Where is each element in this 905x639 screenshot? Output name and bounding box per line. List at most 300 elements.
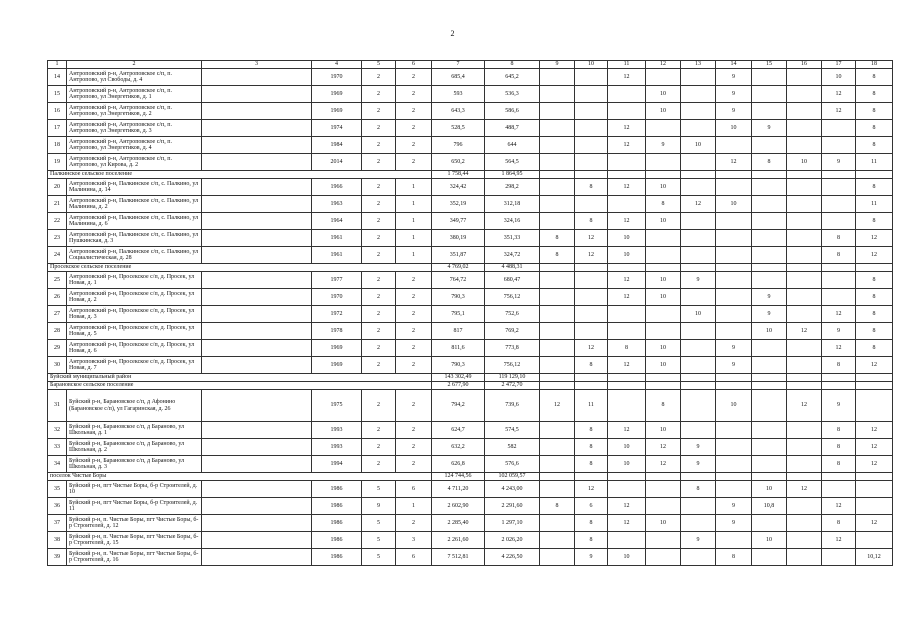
empty-cell — [716, 264, 752, 272]
service-year-cell: 8 — [646, 390, 681, 422]
empty-cell — [575, 374, 608, 382]
build-year-cell: 1963 — [312, 196, 362, 213]
service-year-cell — [575, 86, 608, 103]
floors-cell: 2 — [362, 179, 396, 196]
service-year-cell — [787, 272, 822, 289]
service-year-cell: 9 — [681, 272, 716, 289]
entrances-cell: 6 — [396, 549, 432, 566]
service-year-cell: 12 — [608, 179, 646, 196]
column-number-cell: 10 — [575, 61, 608, 69]
service-year-cell: 12 — [856, 230, 893, 247]
service-year-cell — [752, 213, 787, 230]
table-row — [48, 86, 893, 103]
col3-cell — [202, 481, 312, 498]
service-year-cell — [608, 306, 646, 323]
living-area-cell: 351,33 — [485, 230, 540, 247]
col3-cell — [202, 103, 312, 120]
table-row — [48, 515, 893, 532]
empty-cell — [575, 264, 608, 272]
row-index-cell: 37 — [48, 515, 67, 532]
row-index-cell: 31 — [48, 390, 67, 422]
living-area-cell: 298,2 — [485, 179, 540, 196]
table-row — [48, 306, 893, 323]
address-cell: Антроповский р-н, Антроповское с/п, п. Антропово, ул Свободы, д. 4 — [67, 69, 202, 86]
address-cell: Антроповский р-н, Палкинское с/п, с. Палкино, ул Малинина, д. 2 — [67, 196, 202, 213]
service-year-cell: 8 — [856, 213, 893, 230]
col3-cell — [202, 532, 312, 549]
col3-cell — [202, 515, 312, 532]
service-year-cell: 12 — [681, 196, 716, 213]
table-row — [48, 340, 893, 357]
empty-cell — [856, 374, 893, 382]
address-cell: Буйский р-н, пгт Чистые Боры, б-р Строителей, д. 11 — [67, 498, 202, 515]
service-year-cell — [540, 213, 575, 230]
service-year-cell — [540, 549, 575, 566]
service-year-cell — [608, 532, 646, 549]
service-year-cell — [787, 357, 822, 374]
empty-cell — [822, 473, 856, 481]
address-cell: Буйский р-н, п. Чистые Боры, пгт Чистые Боры, б-р Строителей, д. 15 — [67, 532, 202, 549]
table-row — [48, 247, 893, 264]
service-year-cell: 8 — [856, 86, 893, 103]
living-area-cell: 324,72 — [485, 247, 540, 264]
service-year-cell — [646, 323, 681, 340]
row-index-cell: 27 — [48, 306, 67, 323]
service-year-cell — [540, 439, 575, 456]
table-row — [48, 439, 893, 456]
service-year-cell — [787, 86, 822, 103]
service-year-cell — [681, 515, 716, 532]
service-year-cell — [681, 247, 716, 264]
service-year-cell — [681, 289, 716, 306]
address-cell: Буйский р-н, Барановское с/п, д Бараново, ул Школьная, д. 3 — [67, 456, 202, 473]
empty-cell — [822, 382, 856, 390]
total-area-cell: 794,2 — [432, 390, 485, 422]
entrances-cell: 2 — [396, 272, 432, 289]
service-year-cell — [822, 137, 856, 154]
service-year-cell — [575, 323, 608, 340]
entrances-cell: 2 — [396, 456, 432, 473]
service-year-cell — [822, 120, 856, 137]
living-area-cell: 312,18 — [485, 196, 540, 213]
col3-cell — [202, 357, 312, 374]
total-area-cell: 790,3 — [432, 289, 485, 306]
empty-cell — [540, 171, 575, 179]
service-year-cell: 12 — [856, 439, 893, 456]
service-year-cell — [787, 179, 822, 196]
col3-cell — [202, 247, 312, 264]
column-number-cell: 8 — [485, 61, 540, 69]
empty-cell — [716, 473, 752, 481]
service-year-cell: 10,12 — [856, 549, 893, 566]
service-year-cell — [787, 120, 822, 137]
service-year-cell: 12 — [608, 137, 646, 154]
service-year-cell: 12 — [575, 340, 608, 357]
empty-cell — [681, 171, 716, 179]
column-number-cell: 12 — [646, 61, 681, 69]
group-subtotal-row — [48, 473, 893, 481]
col3-cell — [202, 456, 312, 473]
living-area-cell: 586,6 — [485, 103, 540, 120]
service-year-cell: 12 — [822, 340, 856, 357]
entrances-cell: 1 — [396, 247, 432, 264]
living-area-cell: 2 026,20 — [485, 532, 540, 549]
service-year-cell: 8 — [822, 230, 856, 247]
entrances-cell: 1 — [396, 213, 432, 230]
service-year-cell — [540, 340, 575, 357]
total-area-cell: 2 285,40 — [432, 515, 485, 532]
empty-cell — [716, 171, 752, 179]
service-year-cell: 12 — [856, 515, 893, 532]
col3-cell — [202, 390, 312, 422]
floors-cell: 2 — [362, 230, 396, 247]
service-year-cell — [787, 439, 822, 456]
service-year-cell: 10 — [608, 247, 646, 264]
address-cell: Антроповский р-н, Просекское с/п, д. Просек, ул Новая, д. 3 — [67, 306, 202, 323]
service-year-cell: 10 — [608, 549, 646, 566]
group-name-cell: Барановское сельское поселение — [48, 382, 432, 390]
floors-cell: 9 — [362, 498, 396, 515]
service-year-cell — [646, 532, 681, 549]
service-year-cell — [822, 213, 856, 230]
floors-cell: 2 — [362, 422, 396, 439]
service-year-cell — [856, 532, 893, 549]
service-year-cell: 10 — [716, 390, 752, 422]
service-year-cell: 9 — [822, 390, 856, 422]
entrances-cell: 2 — [396, 323, 432, 340]
service-year-cell: 10 — [681, 137, 716, 154]
living-area-cell: 574,5 — [485, 422, 540, 439]
service-year-cell — [752, 69, 787, 86]
group-total-area: 124 744,56 — [432, 473, 485, 481]
entrances-cell: 2 — [396, 390, 432, 422]
service-year-cell: 9 — [822, 154, 856, 171]
build-year-cell: 1986 — [312, 549, 362, 566]
empty-cell — [752, 374, 787, 382]
total-area-cell: 4 711,20 — [432, 481, 485, 498]
group-total-area: 2 677,90 — [432, 382, 485, 390]
address-cell: Буйский р-н, Барановское с/п, д Афонино (Барановское с/п), ул Гагаринская, д. 26 — [67, 390, 202, 422]
service-year-cell: 12 — [608, 289, 646, 306]
service-year-cell — [752, 357, 787, 374]
table-row — [48, 549, 893, 566]
floors-cell: 5 — [362, 532, 396, 549]
empty-cell — [540, 473, 575, 481]
service-year-cell — [787, 230, 822, 247]
service-year-cell: 10 — [752, 323, 787, 340]
build-year-cell: 1970 — [312, 289, 362, 306]
service-year-cell — [822, 549, 856, 566]
build-year-cell: 1970 — [312, 69, 362, 86]
service-year-cell — [575, 154, 608, 171]
floors-cell: 2 — [362, 196, 396, 213]
service-year-cell: 12 — [575, 230, 608, 247]
col3-cell — [202, 179, 312, 196]
service-year-cell — [681, 103, 716, 120]
address-cell: Антроповский р-н, Палкинское с/п, с. Палкино, ул Малинина, д. 6 — [67, 213, 202, 230]
total-area-cell: 2 602,90 — [432, 498, 485, 515]
service-year-cell: 10 — [608, 230, 646, 247]
service-year-cell — [540, 69, 575, 86]
service-year-cell — [608, 103, 646, 120]
service-year-cell: 8 — [575, 213, 608, 230]
empty-cell — [608, 171, 646, 179]
row-index-cell: 32 — [48, 422, 67, 439]
entrances-cell: 1 — [396, 230, 432, 247]
empty-cell — [752, 382, 787, 390]
empty-cell — [646, 264, 681, 272]
living-area-cell: 324,16 — [485, 213, 540, 230]
service-year-cell: 8 — [716, 549, 752, 566]
row-index-cell: 39 — [48, 549, 67, 566]
service-year-cell: 9 — [716, 103, 752, 120]
service-year-cell: 10 — [646, 272, 681, 289]
service-year-cell — [646, 247, 681, 264]
service-year-cell: 12 — [646, 456, 681, 473]
entrances-cell: 2 — [396, 340, 432, 357]
service-year-cell: 8 — [856, 340, 893, 357]
build-year-cell: 1974 — [312, 120, 362, 137]
service-year-cell — [787, 213, 822, 230]
column-number-cell: 18 — [856, 61, 893, 69]
service-year-cell: 8 — [856, 137, 893, 154]
build-year-cell: 1977 — [312, 272, 362, 289]
address-cell: Антроповский р-н, Антроповское с/п, п. Антропово, ул Энергетиков, д. 1 — [67, 86, 202, 103]
service-year-cell — [575, 272, 608, 289]
service-year-cell — [787, 340, 822, 357]
entrances-cell: 1 — [396, 179, 432, 196]
service-year-cell — [540, 103, 575, 120]
service-year-cell: 11 — [856, 154, 893, 171]
total-area-cell: 632,2 — [432, 439, 485, 456]
service-year-cell — [716, 179, 752, 196]
address-cell: Антроповский р-н, Антроповское с/п, п. Антропово, ул Кирова, д. 2 — [67, 154, 202, 171]
service-year-cell: 8 — [856, 323, 893, 340]
table-row — [48, 422, 893, 439]
housing-register-table — [47, 60, 893, 566]
empty-cell — [646, 374, 681, 382]
build-year-cell: 1972 — [312, 306, 362, 323]
floors-cell: 2 — [362, 289, 396, 306]
service-year-cell: 10 — [646, 103, 681, 120]
empty-cell — [752, 473, 787, 481]
group-subtotal-row — [48, 382, 893, 390]
service-year-cell: 8 — [856, 69, 893, 86]
service-year-cell: 10 — [646, 422, 681, 439]
service-year-cell: 12 — [822, 86, 856, 103]
service-year-cell: 10 — [822, 69, 856, 86]
row-index-cell: 34 — [48, 456, 67, 473]
empty-cell — [787, 374, 822, 382]
service-year-cell: 12 — [822, 498, 856, 515]
empty-cell — [822, 264, 856, 272]
service-year-cell — [575, 289, 608, 306]
empty-cell — [822, 374, 856, 382]
entrances-cell: 2 — [396, 120, 432, 137]
service-year-cell: 10 — [646, 340, 681, 357]
service-year-cell — [608, 86, 646, 103]
service-year-cell — [752, 86, 787, 103]
row-index-cell: 24 — [48, 247, 67, 264]
service-year-cell — [822, 179, 856, 196]
table-row — [48, 120, 893, 137]
table-row — [48, 103, 893, 120]
service-year-cell: 9 — [716, 69, 752, 86]
table-row — [48, 498, 893, 515]
service-year-cell — [540, 137, 575, 154]
service-year-cell — [540, 532, 575, 549]
service-year-cell — [575, 196, 608, 213]
address-cell: Буйский р-н, Барановское с/п, д Бараново, ул Школьная, д. 1 — [67, 422, 202, 439]
service-year-cell: 12 — [716, 154, 752, 171]
empty-cell — [575, 382, 608, 390]
page-number: 2 — [450, 29, 455, 38]
group-living-area: 4 488,31 — [485, 264, 540, 272]
service-year-cell: 11 — [575, 390, 608, 422]
col3-cell — [202, 196, 312, 213]
address-cell: Антроповский р-н, Антроповское с/п, п. Антропово, ул Энергетиков, д. 3 — [67, 120, 202, 137]
total-area-cell: 352,19 — [432, 196, 485, 213]
col3-cell — [202, 498, 312, 515]
total-area-cell: 324,42 — [432, 179, 485, 196]
total-area-cell: 796 — [432, 137, 485, 154]
empty-cell — [646, 382, 681, 390]
service-year-cell: 8 — [540, 247, 575, 264]
service-year-cell: 12 — [608, 272, 646, 289]
service-year-cell — [752, 103, 787, 120]
table-row — [48, 179, 893, 196]
entrances-cell: 1 — [396, 498, 432, 515]
service-year-cell — [752, 196, 787, 213]
living-area-cell: 582 — [485, 439, 540, 456]
service-year-cell — [540, 272, 575, 289]
service-year-cell — [752, 422, 787, 439]
col3-cell — [202, 230, 312, 247]
service-year-cell: 8 — [822, 456, 856, 473]
table-row — [48, 137, 893, 154]
floors-cell: 5 — [362, 549, 396, 566]
service-year-cell — [752, 549, 787, 566]
total-area-cell: 351,87 — [432, 247, 485, 264]
service-year-cell: 8 — [856, 120, 893, 137]
total-area-cell: 593 — [432, 86, 485, 103]
service-year-cell: 9 — [716, 86, 752, 103]
service-year-cell — [856, 390, 893, 422]
empty-cell — [752, 264, 787, 272]
service-year-cell: 9 — [822, 323, 856, 340]
service-year-cell — [716, 422, 752, 439]
living-area-cell: 752,6 — [485, 306, 540, 323]
service-year-cell — [822, 289, 856, 306]
group-name-cell: поселок Чистые Боры — [48, 473, 432, 481]
empty-cell — [608, 473, 646, 481]
service-year-cell: 10 — [608, 456, 646, 473]
service-year-cell: 12 — [787, 481, 822, 498]
column-number-cell: 5 — [362, 61, 396, 69]
service-year-cell: 9 — [716, 357, 752, 374]
service-year-cell: 12 — [575, 247, 608, 264]
service-year-cell: 8 — [856, 103, 893, 120]
address-cell: Антроповский р-н, Антроповское с/п, п. Антропово, ул Энергетиков, д. 4 — [67, 137, 202, 154]
floors-cell: 2 — [362, 103, 396, 120]
service-year-cell: 8 — [575, 532, 608, 549]
empty-cell — [856, 171, 893, 179]
total-area-cell: 380,19 — [432, 230, 485, 247]
total-area-cell: 624,7 — [432, 422, 485, 439]
row-index-cell: 16 — [48, 103, 67, 120]
entrances-cell: 2 — [396, 103, 432, 120]
living-area-cell: 1 297,10 — [485, 515, 540, 532]
column-number-cell: 2 — [67, 61, 202, 69]
living-area-cell: 756,12 — [485, 357, 540, 374]
empty-cell — [716, 374, 752, 382]
living-area-cell: 769,2 — [485, 323, 540, 340]
service-year-cell — [608, 390, 646, 422]
total-area-cell: 2 261,60 — [432, 532, 485, 549]
service-year-cell — [787, 306, 822, 323]
entrances-cell: 2 — [396, 137, 432, 154]
total-area-cell: 685,4 — [432, 69, 485, 86]
service-year-cell: 12 — [787, 390, 822, 422]
service-year-cell: 10 — [646, 515, 681, 532]
service-year-cell: 8 — [575, 456, 608, 473]
empty-cell — [608, 264, 646, 272]
service-year-cell — [681, 357, 716, 374]
entrances-cell: 1 — [396, 196, 432, 213]
service-year-cell — [787, 422, 822, 439]
address-cell: Антроповский р-н, Антроповское с/п, п. Антропово, ул Энергетиков, д. 2 — [67, 103, 202, 120]
floors-cell: 2 — [362, 69, 396, 86]
column-number-cell: 6 — [396, 61, 432, 69]
living-area-cell: 773,8 — [485, 340, 540, 357]
service-year-cell: 10 — [681, 306, 716, 323]
service-year-cell: 8 — [575, 515, 608, 532]
service-year-cell — [822, 481, 856, 498]
total-area-cell: 795,1 — [432, 306, 485, 323]
col3-cell — [202, 306, 312, 323]
service-year-cell: 8 — [608, 340, 646, 357]
service-year-cell — [752, 340, 787, 357]
floors-cell: 5 — [362, 481, 396, 498]
service-year-cell: 6 — [575, 498, 608, 515]
empty-cell — [681, 374, 716, 382]
total-area-cell: 626,8 — [432, 456, 485, 473]
service-year-cell: 12 — [856, 422, 893, 439]
build-year-cell: 1964 — [312, 213, 362, 230]
service-year-cell — [681, 422, 716, 439]
build-year-cell: 1993 — [312, 422, 362, 439]
total-area-cell: 7 512,81 — [432, 549, 485, 566]
empty-cell — [646, 171, 681, 179]
empty-cell — [608, 382, 646, 390]
total-area-cell: 349,77 — [432, 213, 485, 230]
service-year-cell — [787, 515, 822, 532]
service-year-cell — [540, 515, 575, 532]
service-year-cell — [681, 323, 716, 340]
entrances-cell: 2 — [396, 439, 432, 456]
entrances-cell: 2 — [396, 86, 432, 103]
column-number-row — [48, 61, 893, 69]
service-year-cell — [716, 213, 752, 230]
column-number-cell: 14 — [716, 61, 752, 69]
service-year-cell — [716, 247, 752, 264]
service-year-cell: 10 — [787, 154, 822, 171]
table-row — [48, 481, 893, 498]
service-year-cell — [716, 481, 752, 498]
service-year-cell — [540, 120, 575, 137]
build-year-cell: 1984 — [312, 137, 362, 154]
empty-cell — [646, 473, 681, 481]
